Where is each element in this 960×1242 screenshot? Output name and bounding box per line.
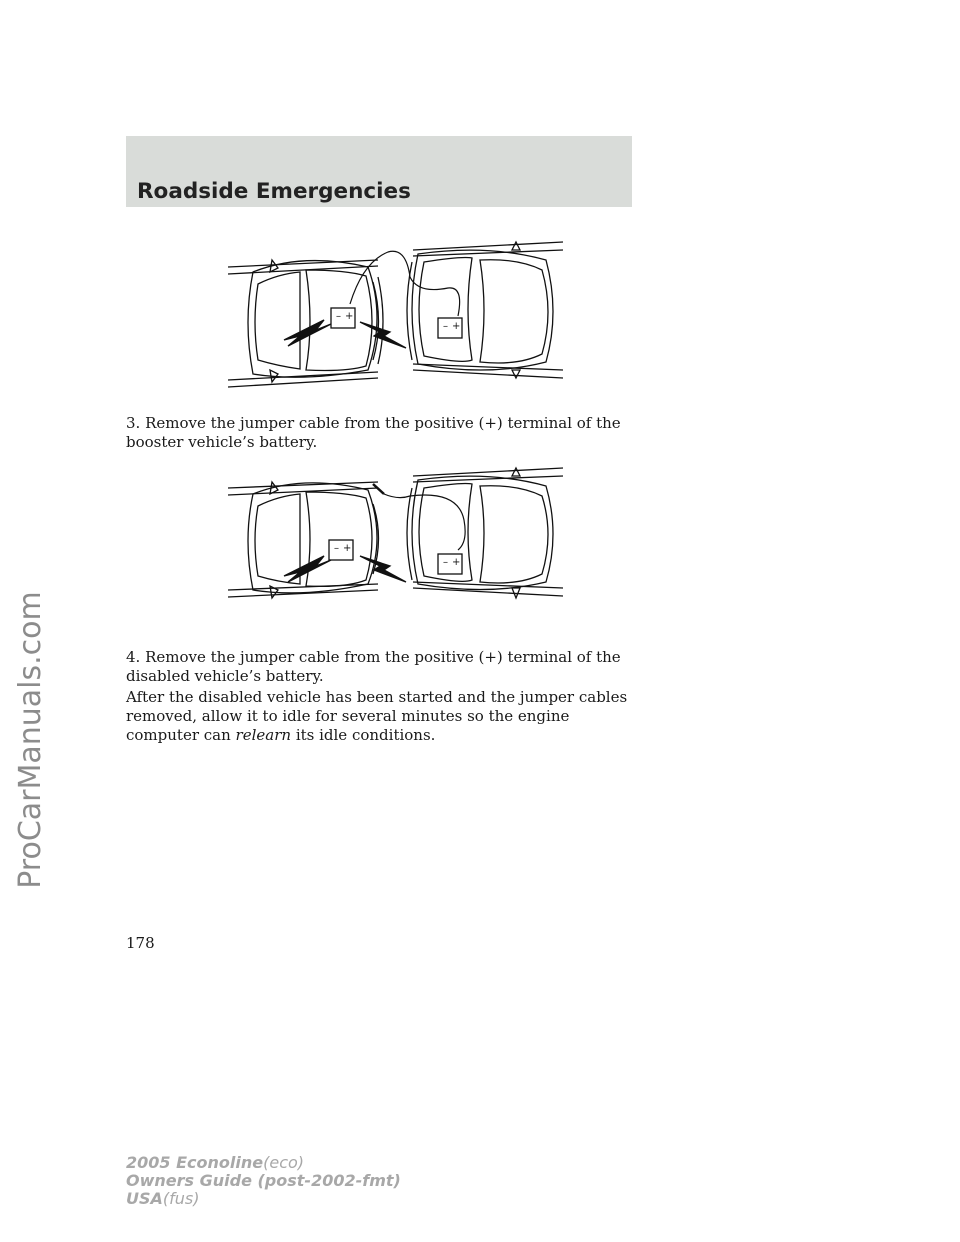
- section-title: Roadside Emergencies: [137, 179, 411, 204]
- footer-model: 2005 Econoline: [126, 1153, 264, 1172]
- battery-pos-label: +: [345, 311, 354, 322]
- watermark-text: ProCarManuals.com: [13, 591, 48, 889]
- jumper-illustration-step3: [228, 232, 563, 397]
- battery-neg-label: –: [334, 543, 339, 554]
- step-3-number: 3.: [126, 414, 141, 432]
- footer-line-2: Owners Guide (post-2002-fmt): [126, 1171, 401, 1190]
- step-3: [126, 414, 636, 452]
- document-footer: [126, 1154, 401, 1208]
- step-4-number: 4.: [126, 648, 141, 666]
- idle-note-text-end: its idle conditions.: [291, 726, 436, 744]
- footer-market: USA: [126, 1189, 163, 1208]
- battery-neg-label: –: [443, 321, 448, 332]
- idle-note-emphasis: relearn: [235, 726, 292, 744]
- battery-pos-label: +: [343, 543, 352, 554]
- idle-note-text: After the disabled vehicle has been started and the jumper cables removed, allow it to idle for several minutes so the engine computer can: [126, 688, 628, 744]
- step-3-text: Remove the jumper cable from the positive (+) terminal of the booster vehicle’s battery.: [126, 414, 621, 451]
- booster-vehicle-drawing: [407, 242, 563, 378]
- disabled-vehicle-drawing: [228, 482, 379, 598]
- step-4: [126, 648, 636, 686]
- footer-model-code: (eco): [263, 1153, 305, 1172]
- jumper-illustration-step4: [228, 460, 563, 610]
- battery-neg-label: –: [336, 311, 341, 322]
- idle-note: [126, 688, 636, 745]
- battery-pos-label: +: [452, 321, 461, 332]
- footer-market-code: (fus): [162, 1189, 200, 1208]
- battery-neg-label: –: [443, 557, 448, 568]
- footer-line-1: [126, 1154, 401, 1172]
- section-header: [126, 136, 632, 207]
- step-4-text: Remove the jumper cable from the positive (+) terminal of the disabled vehicle’s battery.: [126, 648, 621, 685]
- page-number: 178: [126, 934, 155, 952]
- booster-vehicle-drawing: [407, 468, 563, 598]
- footer-line-3: [126, 1190, 401, 1208]
- battery-pos-label: +: [452, 557, 461, 568]
